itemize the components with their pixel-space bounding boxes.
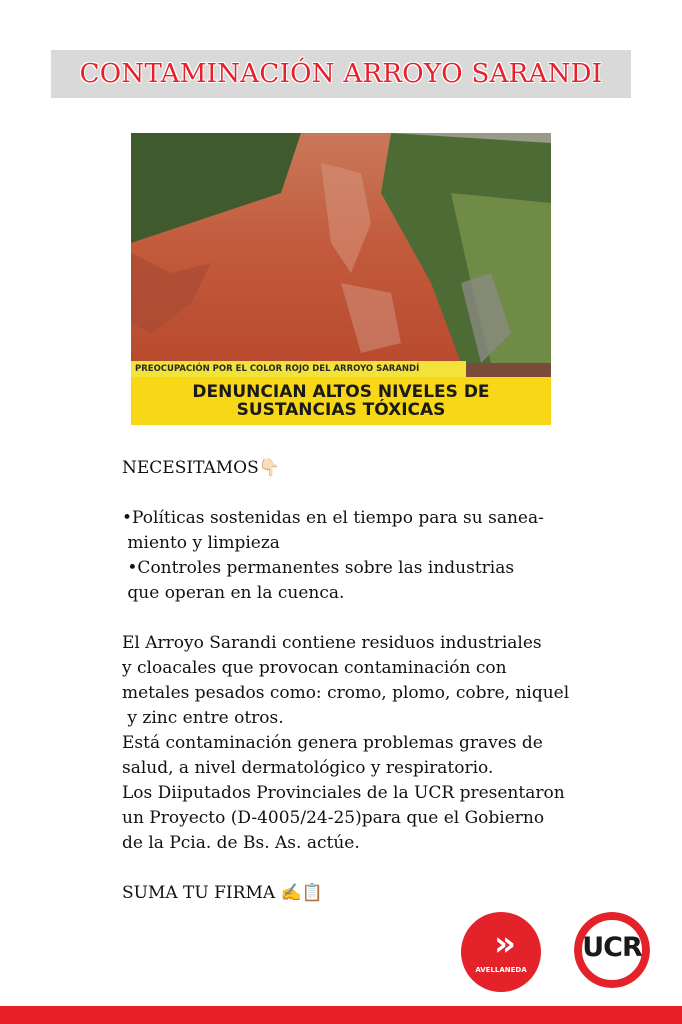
headline-line-1: DENUNCIAN ALTOS NIVELES DE	[192, 382, 490, 402]
page-title: CONTAMINACIÓN ARROYO SARANDI	[79, 59, 603, 89]
paragraph-line: salud, a nivel dermatológico y respiratorio.	[122, 758, 494, 778]
bullet-2-line-2: que operan en la cuenca.	[122, 583, 345, 603]
headline-line-2: SUSTANCIAS TÓXICAS	[236, 400, 446, 420]
bullet-2-line-1: •Controles permanentes sobre las industrias	[122, 558, 515, 578]
paragraph-line: y cloacales que provocan contaminación con	[122, 658, 507, 678]
post-text	[122, 456, 622, 906]
bullet-1-line-1: •Políticas sostenidas en el tiempo para su sanea-	[122, 508, 544, 528]
paragraph-line: y zinc entre otros.	[122, 708, 284, 728]
paragraph-line: Está contaminación genera problemas graves de	[122, 733, 543, 753]
ucr-label: UCR	[582, 932, 642, 963]
ucr-logo	[574, 912, 650, 988]
news-ticker-small: PREOCUPACIÓN POR EL COLOR ROJO DEL ARROYO SARANDÍ	[131, 361, 466, 377]
bottom-red-bar	[0, 1006, 682, 1024]
avellaneda-logo	[461, 912, 541, 992]
title-banner	[51, 50, 631, 98]
paragraph-line: de la Pcia. de Bs. As. actúe.	[122, 833, 360, 853]
paragraph-line: Los Diiputados Provinciales de la UCR presentaron	[122, 783, 565, 803]
double-chevron-icon: »	[494, 924, 508, 964]
news-headline	[131, 377, 551, 425]
bullet-1-line-2: miento y limpieza	[122, 533, 280, 553]
call-to-action: SUMA TU FIRMA ✍️📋	[122, 883, 323, 903]
necesitamos-heading: NECESITAMOS👇🏻	[122, 458, 280, 478]
avellaneda-label: AVELLANEDA	[475, 966, 527, 974]
news-photo	[131, 133, 551, 425]
paragraph-line: un Proyecto (D-4005/24-25)para que el Gobierno	[122, 808, 545, 828]
paragraph-line: metales pesados como: cromo, plomo, cobre, niquel	[122, 683, 570, 703]
paragraph-line: El Arroyo Sarandi contiene residuos industriales	[122, 633, 542, 653]
